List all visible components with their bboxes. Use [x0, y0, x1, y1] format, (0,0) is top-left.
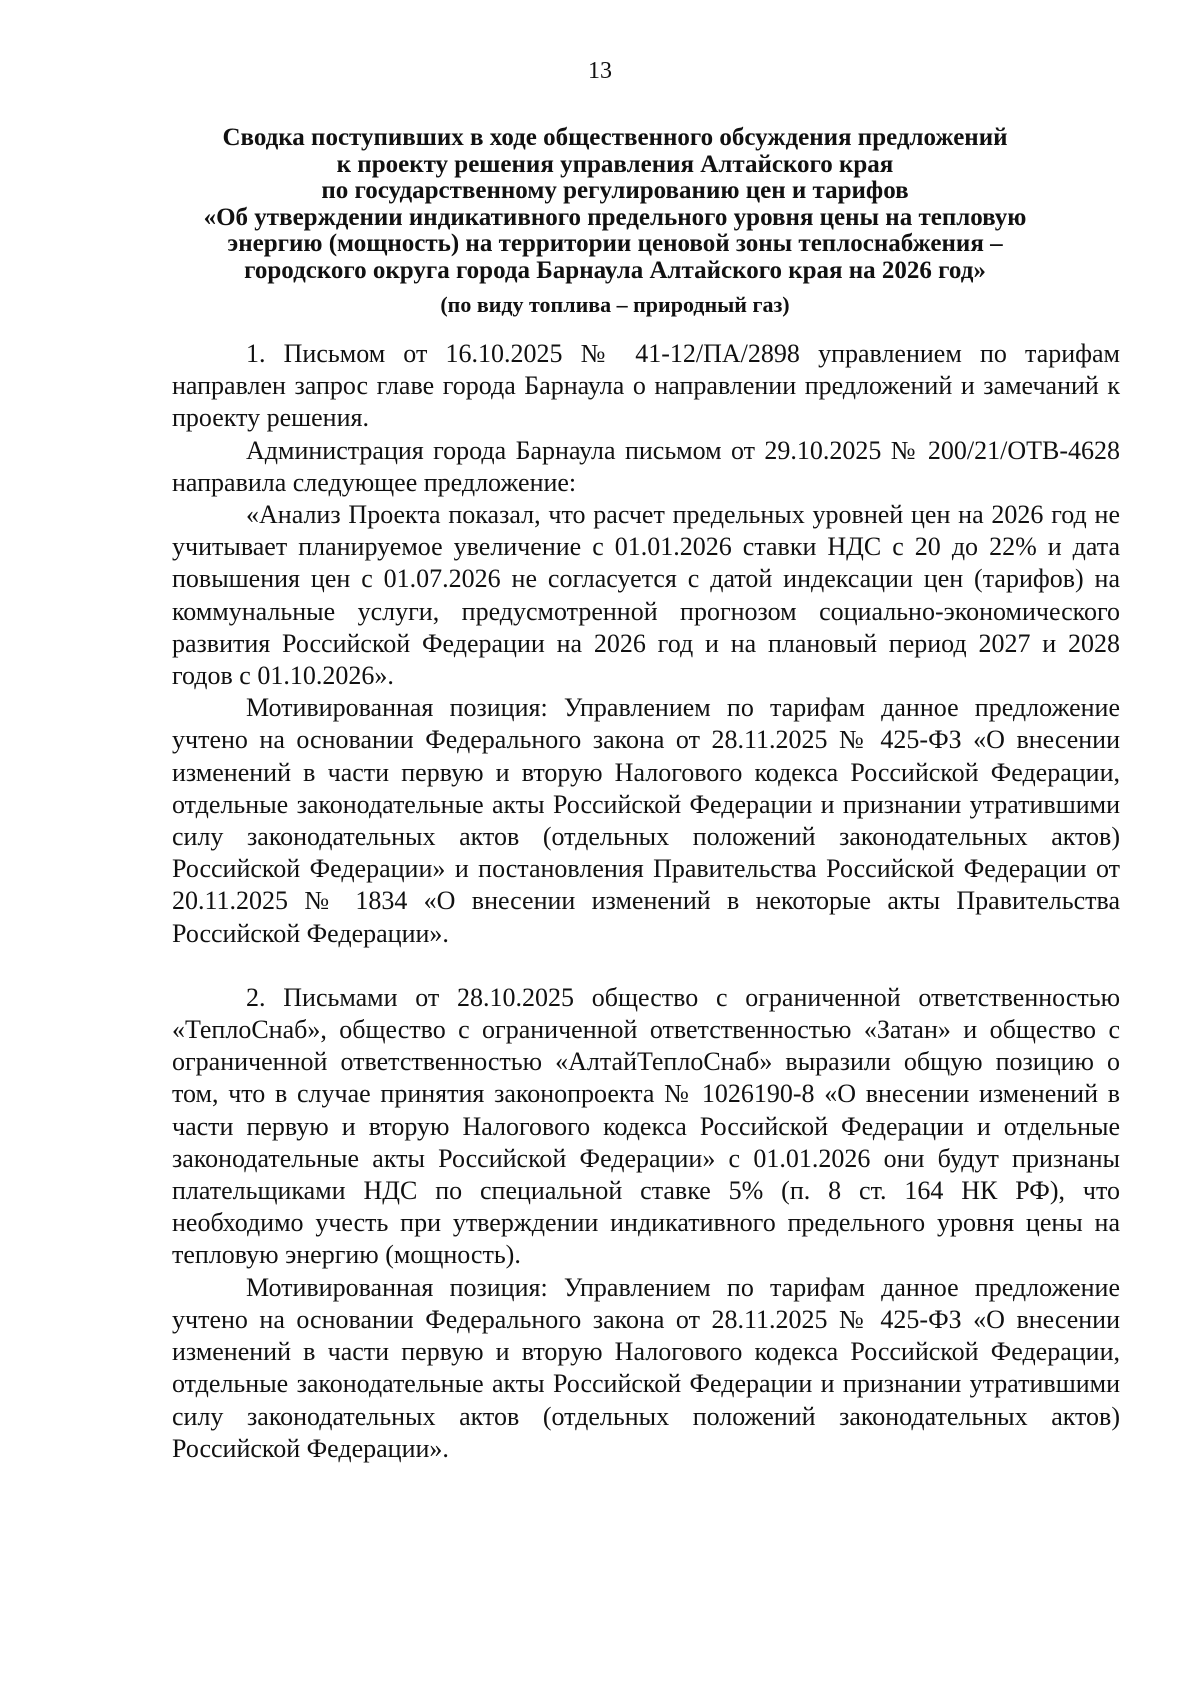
heading-line: к проекту решения управления Алтайского края — [336, 150, 894, 178]
paragraph-administration-letter: Администрация города Барнаула письмом от 29.10.2025 № 200/21/ОТВ-4628 направила следующее предложение: — [172, 435, 1120, 497]
document-body — [172, 338, 1120, 1465]
heading-line: по государственному регулированию цен и тарифов — [321, 177, 909, 204]
heading-subtitle: (по виду топлива – природный газ) — [440, 292, 790, 317]
paragraph-quoted-proposal: «Анализ Проекта показал, что расчет предельных уровней цен на 2026 год не учитывает планируемое увеличение с 01.01.2026 ставки НДС с 20 до 22% и дата повышения цен с 01.07.2026 не согласуется с датой индексации цен (тарифов) на коммунальные услуги, предусмотренной прогнозом социально-экономического развития Российской Федерации на 2026 год и на плановый период 2027 и 2028 годов с 01.10.2026». — [172, 500, 1120, 691]
paragraph-motivated-position-2: Мотивированная позиция: Управлением по тарифам данное предложение учтено на основании Федерального закона от 28.11.2025 № 425-ФЗ «О внесении изменений в части первую и вторую Налогового кодекса Российской Федерации, отдельные законодательные акты Российской Федерации и признании утратившими силу законодательных актов (отдельных положений законодательных актов) Российской Федерации». — [172, 1272, 1120, 1463]
heading-line: городского округа города Барнаула Алтайского края на 2026 год» — [244, 256, 986, 284]
document-heading — [150, 125, 1080, 318]
heading-line: энергию (мощность) на территории ценовой зоны теплоснабжения – — [227, 230, 1003, 257]
paragraph-motivated-position-1: Мотивированная позиция: Управлением по тарифам данное предложение учтено на основании Федерального закона от 28.11.2025 № 425-ФЗ «О внесении изменений в части первую и вторую Налогового кодекса Российской Федерации, отдельные законодательные акты Российской Федерации и признании утратившими силу законодательных актов (отдельных положений законодательных актов) Российской Федерации» и постановления Правительства Российской Федерации от 20.11.2025 № 1834 «О внесении изменений в некоторые акты Правительства Российской Федерации». — [172, 693, 1120, 948]
paragraph-item-1-request: 1. Письмом от 16.10.2025 № 41-12/ПА/2898 управлением по тарифам направлен запрос главе города Барнаула о направлении предложений и замечаний к проекту решения. — [172, 339, 1120, 433]
heading-line: Сводка поступивших в ходе общественного обсуждения предложений — [222, 124, 1008, 151]
page-number: 13 — [588, 58, 612, 84]
paragraph-item-2-letters: 2. Письмами от 28.10.2025 общество с ограниченной ответственностью «ТеплоСнаб», общество с ограниченной ответственностью «Затан» и общество с ограниченной ответственностью «АлтайТеплоСнаб» выразили общую позицию о том, что в случае принятия законопроекта № 1026190-8 «О внесении изменений в части первую и вторую Налогового кодекса Российской Федерации и отдельные законодательные акты Российской Федерации» с 01.01.2026 они будут признаны плательщиками НДС по специальной ставке 5% (п. 8 ст. 164 НК РФ), что необходимо учесть при утверждении индикативного предельного уровня цены на тепловую энергию (мощность). — [172, 982, 1120, 1270]
heading-line: «Об утверждении индикативного предельного уровня цены на тепловую — [203, 203, 1027, 231]
